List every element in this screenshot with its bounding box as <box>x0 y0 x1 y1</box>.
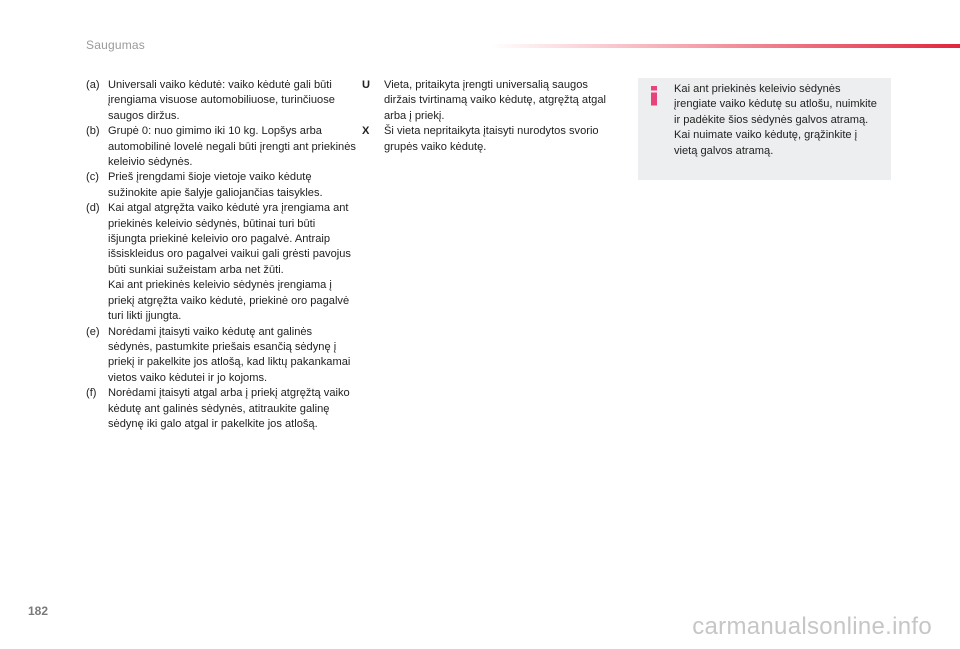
note-text: Norėdami įtaisyti atgal arba į priekį atgręžtą vaiko kėdutę ant galinės sėdynės, atitraukite galinę sėdynę iki galo atgal ir pakelkite jos atlošą. <box>108 387 350 430</box>
note-label: (a) <box>86 79 100 91</box>
code-text: Ši vieta nepritaikyta įtaisyti nurodytos svorio grupės vaiko kėdutę. <box>384 125 599 153</box>
page-number: 182 <box>28 604 49 618</box>
section-title: Saugumas <box>86 38 145 52</box>
header-rule <box>490 44 960 48</box>
note-text: Norėdami įtaisyti vaiko kėdutę ant galinės sėdynės, pastumkite priešais esančią sėdynę į priekį ir pakelkite jos atlošą, kad liktų pakankamai vietos vaiko kėdutei ir jo kojoms. <box>108 325 351 384</box>
code-label: U <box>362 79 371 91</box>
info-paragraph: Kai ant priekinės keleivio sėdynės įrengiate vaiko kėdutę su atlošu, nuimkite ir padėkite šios sėdynės galvos atramą. <box>674 83 877 126</box>
watermark: carmanualsonline.info <box>692 613 932 640</box>
notes-list <box>86 78 356 432</box>
note-text <box>108 201 356 324</box>
note-item <box>86 170 356 201</box>
note-label: (d) <box>86 202 100 215</box>
note-text: Grupė 0: nuo gimimo iki 10 kg. Lopšys arba automobilinė lovelė negali būti įrengti ant priekinės keleivio sėdynės. <box>108 125 356 169</box>
note-label: (f) <box>86 387 97 400</box>
note-text: Universali vaiko kėdutė: vaiko kėdutė gali būti įrengiama visuose automobiliuose, turinčiuose saugos diržus. <box>108 79 335 122</box>
info-icon <box>648 86 660 106</box>
code-text: Vieta, pritaikyta įrengti universalią saugos diržais tvirtinamą vaiko kėdutę, atgręžtą atgal arba į priekį. <box>384 79 606 122</box>
note-item <box>86 386 356 432</box>
info-text <box>674 82 882 159</box>
codes-list <box>362 78 612 155</box>
code-label: X <box>362 125 370 138</box>
info-paragraph: Kai nuimate vaiko kėdutę, grąžinkite į vietą galvos atramą. <box>674 129 858 157</box>
note-item <box>86 124 356 170</box>
note-item <box>86 78 356 124</box>
note-label: (c) <box>86 171 99 184</box>
code-item <box>362 78 612 124</box>
note-label: (e) <box>86 325 100 338</box>
note-paragraph: Kai atgal atgręžta vaiko kėdutė yra įrengiama ant priekinės keleivio sėdynės, būtinai turi būti išjungta priekinė keleivio oro pagalvė. Antraip išsiskleidus oro pagalvei vaikui gali grėsti pavojus būti sunkiai sužeistam arba net žūti. <box>108 202 351 276</box>
note-item <box>86 201 356 324</box>
info-box <box>638 78 891 180</box>
code-item <box>362 124 612 155</box>
note-item <box>86 325 356 387</box>
note-paragraph: Kai ant priekinės keleivio sėdynės įrengiama į priekį atgręžta vaiko kėdutė, priekinė oro pagalvė turi likti įjungta. <box>108 279 350 323</box>
note-label: (b) <box>86 125 100 138</box>
note-text: Prieš įrengdami šioje vietoje vaiko kėdutę sužinokite apie šalyje galiojančias taisykles. <box>108 171 323 199</box>
